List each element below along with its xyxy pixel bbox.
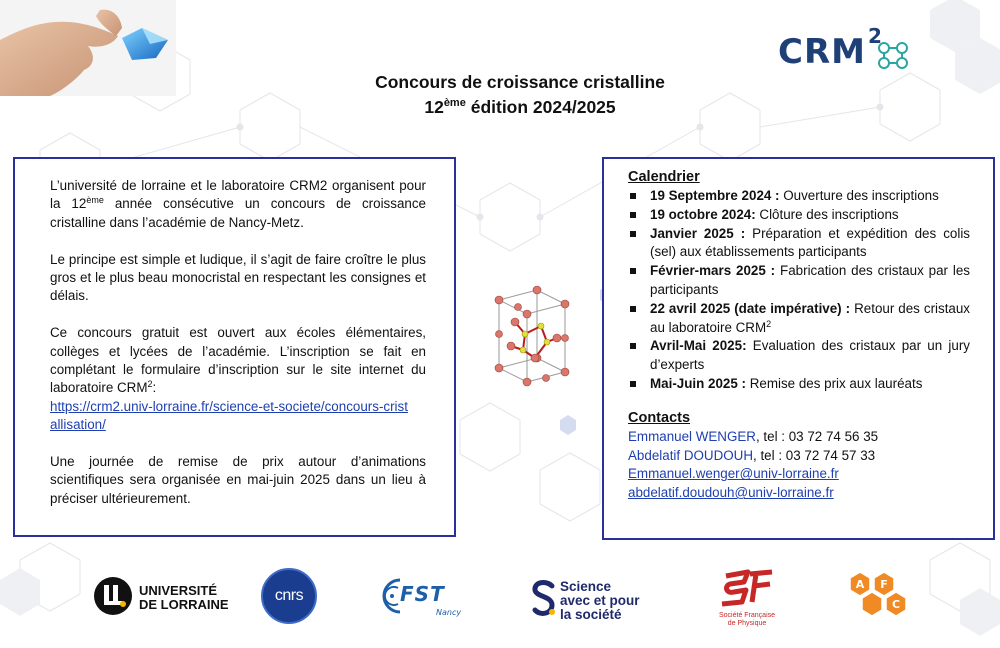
sas-wordmark bbox=[560, 580, 640, 622]
sfp-emblem-icon bbox=[718, 568, 776, 608]
bullet-square-icon bbox=[630, 268, 636, 274]
calendar-item bbox=[628, 206, 970, 225]
crm2-logo-text: CRM bbox=[778, 32, 866, 72]
bullet-square-icon bbox=[630, 231, 636, 237]
registration-link[interactable]: https://crm2.univ-lorraine.fr/science-et-societe/concours-cristallisation/ bbox=[50, 398, 408, 433]
title-line-2 bbox=[300, 95, 740, 120]
calendar-item bbox=[628, 375, 970, 394]
bullet-square-icon bbox=[630, 306, 636, 312]
calendar-heading: Calendrier bbox=[628, 169, 700, 185]
sfp-wordmark bbox=[712, 612, 782, 628]
contacts-heading: Contacts bbox=[628, 409, 691, 426]
sas-line-3: la société bbox=[560, 607, 622, 622]
calendar-list bbox=[628, 187, 970, 394]
intro-text-b: année consécutive un concours de croissance cristalline dans l’académie de Nancy-Metz. bbox=[50, 196, 426, 230]
bullet-square-icon bbox=[630, 193, 636, 199]
ul-wordmark bbox=[139, 584, 229, 612]
edition-rest: édition 2024/2025 bbox=[465, 97, 616, 117]
crm2-logo bbox=[776, 26, 916, 76]
paragraph-ceremony: Une journée de remise de prix autour d’animations scientifiques sera organisée en mai-juin 2025 dans un lieu à préciser ultérieurement. bbox=[50, 454, 426, 506]
ul-emblem-icon bbox=[93, 576, 133, 616]
registration-sup: 2 bbox=[147, 379, 153, 390]
calendar-item-date: Février-mars 2025 : bbox=[650, 263, 776, 279]
calendar-item-text: Clôture des inscriptions bbox=[755, 206, 899, 222]
presentation-text bbox=[50, 177, 426, 527]
calendar-item bbox=[628, 262, 970, 300]
cnrs-logo bbox=[261, 568, 317, 624]
calendar-contacts-content bbox=[628, 167, 970, 503]
calendar-item bbox=[628, 337, 970, 375]
intro-sup: ème bbox=[86, 195, 104, 206]
paragraph-intro bbox=[50, 177, 426, 232]
fst-nancy-logo bbox=[380, 574, 472, 622]
email-doudouh-link[interactable]: abdelatif.doudouh@univ-lorraine.fr bbox=[628, 485, 834, 501]
contact-doudouh-tel: , tel : 03 72 74 57 33 bbox=[753, 447, 876, 463]
sfp-line-2: de Physique bbox=[727, 620, 767, 627]
calendar-item-date: Janvier 2025 : bbox=[650, 225, 746, 241]
calendar-item-text: Remise des prix aux lauréats bbox=[746, 375, 923, 391]
calendar-item bbox=[628, 225, 970, 263]
universite-de-lorraine-logo bbox=[93, 576, 233, 616]
fst-wordmark: FST bbox=[400, 582, 445, 606]
calendar-item-sup: 2 bbox=[766, 318, 772, 329]
calendar-item-text: Evaluation des cristaux par un jury d’experts bbox=[650, 338, 970, 373]
contact-wenger bbox=[628, 428, 970, 447]
afc-letter-c: C bbox=[891, 598, 901, 611]
sas-line-1: Science bbox=[560, 579, 612, 594]
calendar-item-date: Avril-Mai 2025: bbox=[650, 338, 747, 354]
crystal-structure-illustration bbox=[485, 282, 575, 392]
ul-line-2: DE LORRAINE bbox=[139, 597, 229, 612]
edition-suffix: ème bbox=[443, 97, 466, 109]
afc-letter-a: A bbox=[855, 578, 865, 591]
contact-doudouh bbox=[628, 447, 970, 466]
edition-number: 12 bbox=[424, 97, 444, 117]
calendar-item-date: 19 Septembre 2024 : bbox=[650, 188, 780, 203]
sas-s-icon bbox=[532, 580, 556, 618]
molecule-icon bbox=[874, 38, 914, 72]
calendar-item-text: Ouverture des inscriptions bbox=[779, 188, 939, 203]
calendar-item bbox=[628, 187, 970, 206]
registration-text-a: Ce concours gratuit est ouvert aux écoles élémentaires, collèges et lycées de l’académie. L’inscription se fait en complétant le formulaire d’inscription sur le site internet du laboratoire CRM bbox=[50, 325, 426, 396]
calendar-item-date: 19 octobre 2024: bbox=[650, 206, 756, 222]
registration-text-b: : bbox=[152, 380, 157, 396]
afc-logo bbox=[846, 570, 910, 626]
contact-doudouh-name: Abdelatif DOUDOUH bbox=[628, 447, 754, 463]
hand-holding-crystal-photo bbox=[0, 0, 176, 96]
societe-francaise-de-physique-logo bbox=[712, 568, 782, 630]
calendar-item-text: Préparation et expédition des colis (sel) aux établissements participants bbox=[650, 225, 970, 260]
sfp-line-1: Société Française bbox=[718, 612, 776, 619]
title-line-1: Concours de croissance cristalline bbox=[375, 72, 665, 92]
presentation-box bbox=[13, 157, 456, 537]
calendar-contacts-box bbox=[602, 157, 995, 540]
contact-wenger-tel: , tel : 03 72 74 56 35 bbox=[755, 428, 879, 444]
partner-logos bbox=[0, 562, 1000, 642]
bullet-square-icon bbox=[630, 381, 636, 387]
email-wenger-link[interactable]: Emmanuel.wenger@univ-lorraine.fr bbox=[628, 466, 839, 482]
afc-letter-f: F bbox=[880, 578, 888, 591]
paragraph-principle: Le principe est simple et ludique, il s’agit de faire croître le plus gros et le plus beau monocristal en respectant les consignes et délais. bbox=[50, 251, 426, 304]
ul-line-1: UNIVERSITÉ bbox=[139, 583, 218, 598]
paragraph-registration bbox=[50, 324, 426, 434]
sas-line-2: avec et pour bbox=[560, 593, 640, 608]
intro-text-a: L’université de lorraine et le laboratoire CRM2 organisent pour la 12 bbox=[50, 178, 426, 212]
science-avec-et-pour-la-societe-logo bbox=[532, 578, 662, 622]
crm2-logo-sup: 2 bbox=[868, 24, 882, 48]
contact-wenger-name: Emmanuel WENGER bbox=[628, 428, 756, 444]
bullet-square-icon bbox=[630, 343, 636, 349]
calendar-item-date: 22 avril 2025 (date impérative) : bbox=[650, 300, 851, 316]
fst-subtitle: Nancy bbox=[436, 608, 462, 617]
bullet-square-icon bbox=[630, 212, 636, 218]
page-title bbox=[300, 70, 740, 120]
calendar-item-text: Fabrication des cristaux par les participants bbox=[650, 263, 970, 297]
calendar-item bbox=[628, 300, 970, 338]
calendar-item-text: Retour des cristaux au laboratoire CRM bbox=[650, 300, 971, 335]
cnrs-wordmark: cnrs bbox=[274, 587, 304, 604]
calendar-item-date: Mai-Juin 2025 : bbox=[650, 375, 746, 391]
